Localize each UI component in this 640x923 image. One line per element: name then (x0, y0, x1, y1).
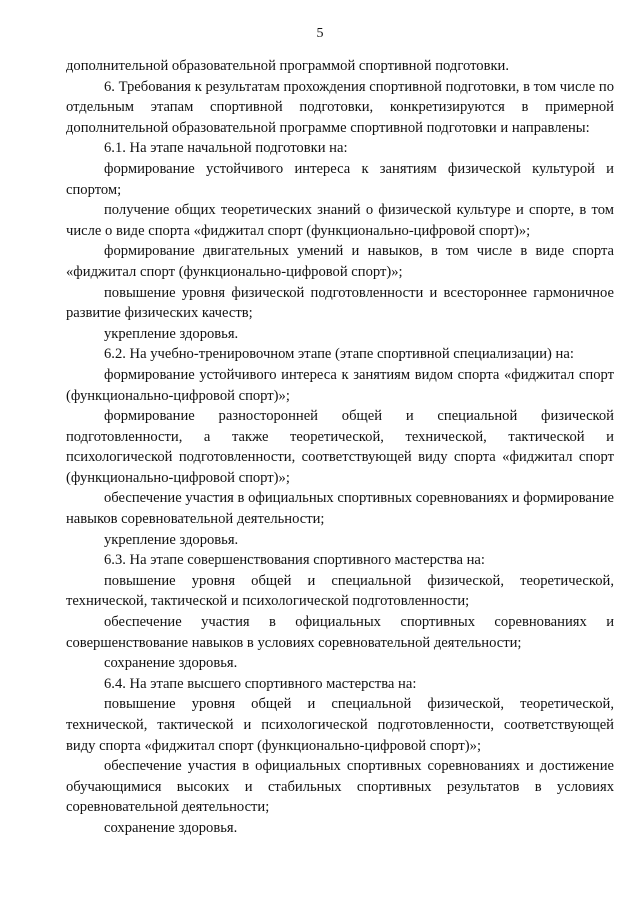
paragraph-item-6-2-heading: 6.2. На учебно-тренировочном этапе (этапе спортивной специализации) на: (104, 346, 574, 363)
paragraph-6-1-point-2: получение общих теоретических знаний о физической культуре и спорте, в том числе о виде спорта «фиджитал спорт (функционально-цифровой спорт)»; (66, 202, 614, 239)
paragraph-continuation: дополнительной образовательной программой спортивной подготовки. (66, 58, 510, 74)
paragraph-6-2-point-4: укрепление здоровья. (104, 531, 239, 548)
paragraph-item-6-1-heading: 6.1. На этапе начальной подготовки на: (104, 140, 348, 157)
paragraph-6-2-point-1: формирование устойчивого интереса к занятиям видом спорта «фиджитал спорт (функционально-цифровой спорт)»; (66, 366, 614, 404)
document-body (66, 56, 614, 839)
paragraph-6-1-point-4: повышение уровня физической подготовленности и всестороннее гармоничное развитие физических качеств; (66, 284, 614, 322)
page-number: 5 (316, 26, 324, 41)
paragraph-6-1-point-1: формирование устойчивого интереса к занятиям физической культурой и спортом; (66, 160, 614, 198)
paragraph-item-6-3-heading: 6.3. На этапе совершенствования спортивного мастерства на: (104, 552, 485, 569)
paragraph-6-3-point-1: повышение уровня общей и специальной физической, теоретической, технической, тактической и психологической подготовленности; (66, 572, 614, 610)
paragraph-6-1-point-3: формирование двигательных умений и навыков, в том числе в виде спорта «фиджитал спорт (функционально-цифровой спорт)»; (66, 243, 614, 280)
paragraph-6-2-point-3: обеспечение участия в официальных спортивных соревнованиях и формирование навыков соревновательной деятельности; (66, 490, 614, 528)
paragraph-item-6: 6. Требования к результатам прохождения спортивной подготовки, в том числе по отдельным этапам спортивной подготовки, конкретизируются в примерной дополнительной образовательной программе спортивной подготовки и направлены: (66, 78, 614, 136)
paragraph-6-4-point-2: обеспечение участия в официальных спортивных соревнованиях и достижение обучающимися высоких и стабильных спортивных результатов в условиях соревновательной деятельности; (66, 758, 614, 816)
paragraph-item-6-4-heading: 6.4. На этапе высшего спортивного мастерства на: (104, 675, 417, 692)
paragraph-6-1-point-5: укрепление здоровья. (104, 325, 239, 342)
paragraph-6-3-point-2: обеспечение участия в официальных спортивных соревнованиях и совершенствование навыков в условиях соревновательной деятельности; (66, 614, 614, 651)
paragraph-6-4-point-1: повышение уровня общей и специальной физической, теоретической, технической, тактической и психологической подготовленности, соответствующей виду спорта «фиджитал спорт (функционально-цифровой спорт)»; (66, 696, 614, 754)
paragraph-6-2-point-2: формирование разносторонней общей и специальной физической подготовленности, а также теоретической, технической, тактической и психологической подготовленности, соответствующей виду спорта «фиджитал спорт (функционально-цифровой спорт)»; (66, 408, 614, 486)
paragraph-6-3-point-3: сохранение здоровья. (104, 655, 238, 672)
paragraph-6-4-point-3: сохранение здоровья. (104, 819, 238, 836)
